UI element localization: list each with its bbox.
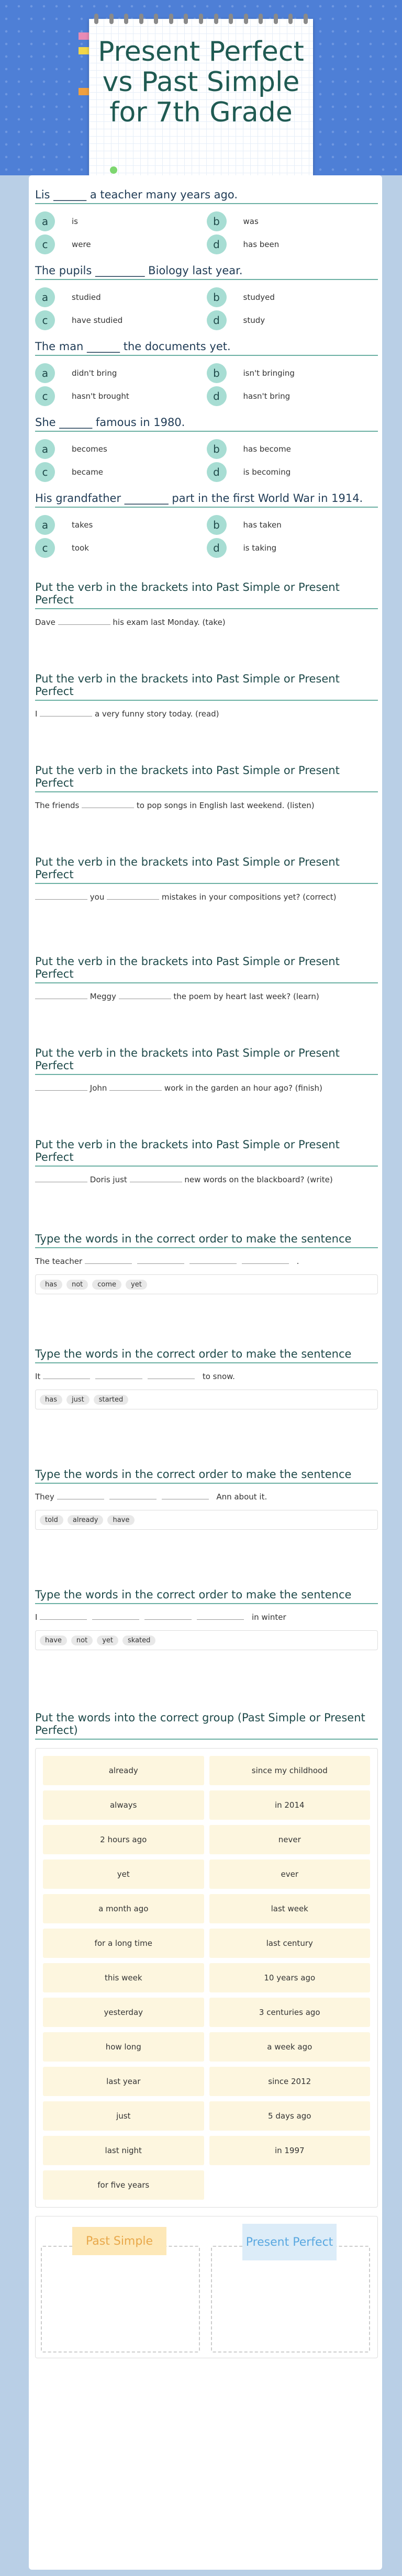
answer-blank[interactable] bbox=[57, 1492, 104, 1499]
option-label: took bbox=[72, 543, 89, 553]
sentence-end: a very funny story today. (read) bbox=[92, 709, 219, 719]
answer-option[interactable] bbox=[35, 515, 207, 535]
sort-item[interactable]: 10 years ago bbox=[209, 1963, 371, 1992]
option-letter-icon: a bbox=[35, 211, 55, 231]
answer-option[interactable] bbox=[207, 386, 378, 406]
sort-groups bbox=[35, 2216, 378, 2358]
answer-blank[interactable] bbox=[242, 1256, 289, 1264]
answer-blank[interactable] bbox=[197, 1612, 244, 1620]
sentence-end: his exam last Monday. (take) bbox=[110, 618, 226, 627]
option-letter-icon: c bbox=[35, 462, 55, 482]
option-label: study bbox=[243, 316, 265, 325]
sentence-end: the poem by heart last week? (learn) bbox=[171, 992, 319, 1001]
answer-option[interactable] bbox=[207, 439, 378, 459]
question-divider bbox=[35, 355, 378, 356]
sort-item[interactable]: last night bbox=[43, 2136, 204, 2165]
notepad-rings bbox=[94, 14, 308, 24]
answer-blank[interactable] bbox=[85, 1256, 132, 1264]
sort-item[interactable]: yet bbox=[43, 1860, 204, 1889]
answer-option[interactable] bbox=[207, 234, 378, 254]
question-divider bbox=[35, 1739, 378, 1740]
option-label: studied bbox=[72, 293, 101, 302]
answer-blank[interactable] bbox=[35, 1083, 87, 1091]
sort-item[interactable]: in 1997 bbox=[209, 2136, 371, 2165]
word-chip[interactable]: just bbox=[66, 1395, 90, 1405]
question-2 bbox=[35, 264, 378, 330]
word-chip[interactable]: not bbox=[71, 1636, 93, 1645]
option-letter-icon: b bbox=[207, 211, 227, 231]
fill-instructions: Put the verb in the brackets into Past Simple or Present Perfect bbox=[35, 856, 340, 881]
answer-option[interactable] bbox=[35, 211, 207, 231]
answer-blank[interactable] bbox=[189, 1256, 237, 1264]
option-label: isn't bringing bbox=[243, 368, 295, 378]
option-letter-icon: d bbox=[207, 386, 227, 406]
fill-question-7 bbox=[35, 1138, 378, 1185]
question-divider bbox=[35, 608, 378, 609]
question-5 bbox=[35, 492, 378, 558]
fill-instructions: Put the verb in the brackets into Past Simple or Present Perfect bbox=[35, 581, 340, 606]
order-question-2 bbox=[35, 1348, 378, 1409]
fill-instructions: Put the verb in the brackets into Past Simple or Present Perfect bbox=[35, 764, 340, 789]
question-divider bbox=[35, 883, 378, 884]
sort-item[interactable]: since my childhood bbox=[209, 1756, 371, 1785]
pin-icon bbox=[110, 166, 117, 174]
option-label: is taking bbox=[243, 543, 277, 553]
word-bank bbox=[35, 1390, 378, 1409]
question-divider bbox=[35, 1483, 378, 1484]
option-label: is becoming bbox=[243, 467, 291, 477]
option-letter-icon: c bbox=[35, 234, 55, 254]
sentence-end: mistakes in your compositions yet? (correct) bbox=[159, 892, 337, 902]
option-label: hasn't bring bbox=[243, 391, 291, 401]
sort-item[interactable]: last century bbox=[209, 1929, 371, 1958]
sentence-start: It bbox=[35, 1372, 43, 1381]
option-letter-icon: d bbox=[207, 462, 227, 482]
question-4 bbox=[35, 416, 378, 482]
answer-blank[interactable] bbox=[137, 1256, 184, 1264]
sentence-end: new words on the blackboard? (write) bbox=[182, 1175, 333, 1184]
option-letter-icon: d bbox=[207, 310, 227, 330]
answer-option[interactable] bbox=[207, 287, 378, 307]
question-divider bbox=[35, 1074, 378, 1075]
answer-option[interactable] bbox=[207, 462, 378, 482]
word-chip[interactable]: started bbox=[94, 1395, 129, 1405]
question-text: Lis ______ a teacher many years ago. bbox=[35, 188, 238, 201]
worksheet-card bbox=[29, 175, 382, 2570]
group-past-simple[interactable] bbox=[41, 2246, 200, 2353]
sort-item[interactable]: 2 hours ago bbox=[43, 1825, 204, 1854]
option-label: is bbox=[72, 217, 78, 226]
sort-item[interactable]: just bbox=[43, 2101, 204, 2131]
answer-blank[interactable] bbox=[119, 991, 171, 999]
sentence-middle: Doris just bbox=[87, 1175, 130, 1184]
sort-instructions: Put the words into the correct group (Past Simple or Present Perfect) bbox=[35, 1711, 365, 1737]
sentence-end: in winter bbox=[249, 1612, 286, 1622]
sort-item[interactable]: yesterday bbox=[43, 1998, 204, 2027]
option-label: has been bbox=[243, 240, 280, 249]
option-letter-icon: b bbox=[207, 439, 227, 459]
answer-option[interactable] bbox=[207, 538, 378, 558]
fill-sentence bbox=[35, 1082, 378, 1094]
answer-blank[interactable] bbox=[95, 1371, 142, 1379]
sentence-middle: John bbox=[87, 1083, 110, 1093]
option-label: studyed bbox=[243, 293, 275, 302]
answer-options bbox=[35, 287, 378, 330]
word-chip[interactable]: has bbox=[40, 1280, 62, 1290]
fill-question-3 bbox=[35, 764, 378, 811]
order-instructions: Type the words in the correct order to make the sentence bbox=[35, 1348, 352, 1360]
answer-options bbox=[35, 439, 378, 482]
sort-item[interactable]: 3 centuries ago bbox=[209, 1998, 371, 2027]
sort-item[interactable]: never bbox=[209, 1825, 371, 1854]
fill-sentence bbox=[35, 800, 378, 811]
tab-marker-yellow bbox=[79, 47, 89, 54]
question-text: His grandfather ________ part in the first World War in 1914. bbox=[35, 492, 363, 505]
question-text: She ______ famous in 1980. bbox=[35, 416, 185, 429]
order-question-3 bbox=[35, 1468, 378, 1530]
sentence-end: to snow. bbox=[200, 1372, 235, 1381]
answer-blank[interactable] bbox=[130, 1174, 182, 1182]
sentence-end: . bbox=[294, 1257, 299, 1266]
sort-item[interactable]: this week bbox=[43, 1963, 204, 1992]
answer-blank[interactable] bbox=[40, 709, 92, 716]
option-letter-icon: b bbox=[207, 363, 227, 383]
order-sentence bbox=[35, 1256, 378, 1267]
answer-blank[interactable] bbox=[40, 1612, 87, 1620]
order-question-1 bbox=[35, 1233, 378, 1294]
fill-instructions: Put the verb in the brackets into Past Simple or Present Perfect bbox=[35, 1138, 340, 1163]
option-letter-icon: c bbox=[35, 386, 55, 406]
order-sentence bbox=[35, 1611, 378, 1623]
fill-sentence bbox=[35, 617, 378, 628]
word-chip[interactable]: told bbox=[40, 1515, 63, 1525]
question-divider bbox=[35, 1166, 378, 1167]
answer-option[interactable] bbox=[35, 439, 207, 459]
option-label: didn't bring bbox=[72, 368, 117, 378]
answer-blank[interactable] bbox=[35, 991, 87, 999]
answer-options bbox=[35, 515, 378, 558]
option-label: takes bbox=[72, 520, 93, 530]
sort-item[interactable]: a week ago bbox=[209, 2032, 371, 2062]
word-chip[interactable]: yet bbox=[126, 1280, 147, 1290]
question-3 bbox=[35, 340, 378, 406]
answer-blank[interactable] bbox=[148, 1371, 195, 1379]
answer-option[interactable] bbox=[35, 462, 207, 482]
fill-sentence bbox=[35, 991, 378, 1002]
answer-option[interactable] bbox=[35, 538, 207, 558]
fill-sentence bbox=[35, 708, 378, 720]
option-letter-icon: c bbox=[35, 310, 55, 330]
fill-sentence bbox=[35, 1174, 378, 1185]
question-divider bbox=[35, 203, 378, 204]
answer-option[interactable] bbox=[35, 386, 207, 406]
sentence-end: to pop songs in English last weekend. (listen) bbox=[134, 801, 315, 810]
question-divider bbox=[35, 700, 378, 701]
sort-item[interactable]: ever bbox=[209, 1860, 371, 1889]
word-chip[interactable]: have bbox=[40, 1636, 67, 1645]
question-divider bbox=[35, 791, 378, 792]
answer-option[interactable] bbox=[35, 234, 207, 254]
sort-question bbox=[35, 1711, 378, 2358]
question-text: The pupils _________ Biology last year. bbox=[35, 264, 243, 277]
group-present-perfect[interactable] bbox=[211, 2246, 370, 2353]
sentence-end: Ann about it. bbox=[214, 1492, 267, 1502]
fill-sentence bbox=[35, 891, 378, 903]
answer-option[interactable] bbox=[35, 363, 207, 383]
fill-question-5 bbox=[35, 955, 378, 1002]
answer-option[interactable] bbox=[35, 287, 207, 307]
option-letter-icon: a bbox=[35, 363, 55, 383]
question-divider bbox=[35, 1362, 378, 1363]
option-label: have studied bbox=[72, 316, 123, 325]
sentence-middle: Meggy bbox=[87, 992, 119, 1001]
option-label: has become bbox=[243, 444, 291, 454]
sentence-start: The teacher bbox=[35, 1257, 85, 1266]
sentence-start: Dave bbox=[35, 618, 58, 627]
option-letter-icon: d bbox=[207, 538, 227, 558]
answer-options bbox=[35, 363, 378, 406]
answer-option[interactable] bbox=[207, 310, 378, 330]
answer-blank[interactable] bbox=[109, 1083, 162, 1091]
answer-blank[interactable] bbox=[144, 1612, 192, 1620]
answer-blank[interactable] bbox=[43, 1371, 90, 1379]
option-label: was bbox=[243, 217, 259, 226]
sort-item[interactable]: for five years bbox=[43, 2170, 204, 2200]
option-label: becomes bbox=[72, 444, 107, 454]
word-chip[interactable]: not bbox=[66, 1280, 88, 1290]
sentence-end: work in the garden an hour ago? (finish) bbox=[162, 1083, 322, 1093]
word-chip[interactable]: has bbox=[40, 1395, 62, 1405]
fill-question-2 bbox=[35, 673, 378, 720]
group-label: Past Simple bbox=[72, 2227, 166, 2255]
sort-item[interactable]: 5 days ago bbox=[209, 2101, 371, 2131]
order-instructions: Type the words in the correct order to make the sentence bbox=[35, 1588, 352, 1601]
word-bank bbox=[35, 1274, 378, 1294]
answer-blank[interactable] bbox=[35, 892, 87, 900]
sort-item[interactable]: last week bbox=[209, 1894, 371, 1923]
sort-item[interactable]: always bbox=[43, 1790, 204, 1820]
question-divider bbox=[35, 431, 378, 432]
option-label: became bbox=[72, 467, 104, 477]
answer-blank[interactable] bbox=[92, 1612, 139, 1620]
sort-item[interactable]: for a long time bbox=[43, 1929, 204, 1958]
sentence-start: They bbox=[35, 1492, 57, 1502]
order-instructions: Type the words in the correct order to make the sentence bbox=[35, 1468, 352, 1481]
sentence-middle: you bbox=[87, 892, 107, 902]
sentence-start: I bbox=[35, 709, 40, 719]
question-divider bbox=[35, 1603, 378, 1604]
option-label: hasn't brought bbox=[72, 391, 129, 401]
word-chip[interactable]: have bbox=[107, 1515, 135, 1525]
option-label: has taken bbox=[243, 520, 282, 530]
fill-question-1 bbox=[35, 581, 378, 628]
sort-item[interactable]: how long bbox=[43, 2032, 204, 2062]
sort-item[interactable]: already bbox=[43, 1756, 204, 1785]
answer-blank[interactable] bbox=[162, 1492, 209, 1499]
question-divider bbox=[35, 279, 378, 280]
word-chip[interactable]: already bbox=[68, 1515, 104, 1525]
answer-blank[interactable] bbox=[82, 800, 134, 808]
option-letter-icon: b bbox=[207, 515, 227, 535]
sort-item[interactable]: since 2012 bbox=[209, 2067, 371, 2096]
fill-question-6 bbox=[35, 1047, 378, 1094]
answer-blank[interactable] bbox=[35, 1174, 87, 1182]
order-question-4 bbox=[35, 1588, 378, 1650]
option-letter-icon: d bbox=[207, 234, 227, 254]
answer-blank[interactable] bbox=[107, 892, 159, 900]
sort-item[interactable]: last year bbox=[43, 2067, 204, 2096]
tab-marker-orange bbox=[79, 88, 89, 95]
fill-instructions: Put the verb in the brackets into Past Simple or Present Perfect bbox=[35, 673, 340, 698]
word-chip[interactable]: come bbox=[92, 1280, 121, 1290]
word-bank bbox=[35, 1630, 378, 1650]
answer-options bbox=[35, 211, 378, 254]
question-text: The man ______ the documents yet. bbox=[35, 340, 231, 353]
answer-option[interactable] bbox=[207, 211, 378, 231]
answer-blank[interactable] bbox=[58, 617, 110, 625]
word-chip[interactable]: yet bbox=[97, 1636, 118, 1645]
sentence-start: I bbox=[35, 1612, 40, 1622]
fill-question-4 bbox=[35, 856, 378, 903]
fill-instructions: Put the verb in the brackets into Past Simple or Present Perfect bbox=[35, 955, 340, 980]
option-letter-icon: a bbox=[35, 515, 55, 535]
answer-option[interactable] bbox=[207, 515, 378, 535]
order-sentence bbox=[35, 1491, 378, 1503]
word-chip[interactable]: skated bbox=[122, 1636, 155, 1645]
option-label: were bbox=[72, 240, 91, 249]
word-bank bbox=[35, 1510, 378, 1530]
sort-item[interactable]: a month ago bbox=[43, 1894, 204, 1923]
question-1 bbox=[35, 188, 378, 254]
sort-items bbox=[35, 1748, 378, 2208]
answer-option[interactable] bbox=[207, 363, 378, 383]
question-divider bbox=[35, 507, 378, 508]
order-instructions: Type the words in the correct order to make the sentence bbox=[35, 1233, 352, 1245]
answer-blank[interactable] bbox=[109, 1492, 157, 1499]
tab-marker-pink bbox=[79, 32, 89, 40]
worksheet-title: Present Perfect vs Past Simple for 7th Grade bbox=[98, 36, 304, 128]
sort-item[interactable]: in 2014 bbox=[209, 1790, 371, 1820]
option-letter-icon: a bbox=[35, 287, 55, 307]
group-label: Present Perfect bbox=[242, 2224, 337, 2260]
question-divider bbox=[35, 982, 378, 983]
sentence-start: The friends bbox=[35, 801, 82, 810]
option-letter-icon: a bbox=[35, 439, 55, 459]
answer-option[interactable] bbox=[35, 310, 207, 330]
question-divider bbox=[35, 1247, 378, 1248]
order-sentence bbox=[35, 1371, 378, 1382]
fill-instructions: Put the verb in the brackets into Past Simple or Present Perfect bbox=[35, 1047, 340, 1072]
option-letter-icon: c bbox=[35, 538, 55, 558]
option-letter-icon: b bbox=[207, 287, 227, 307]
